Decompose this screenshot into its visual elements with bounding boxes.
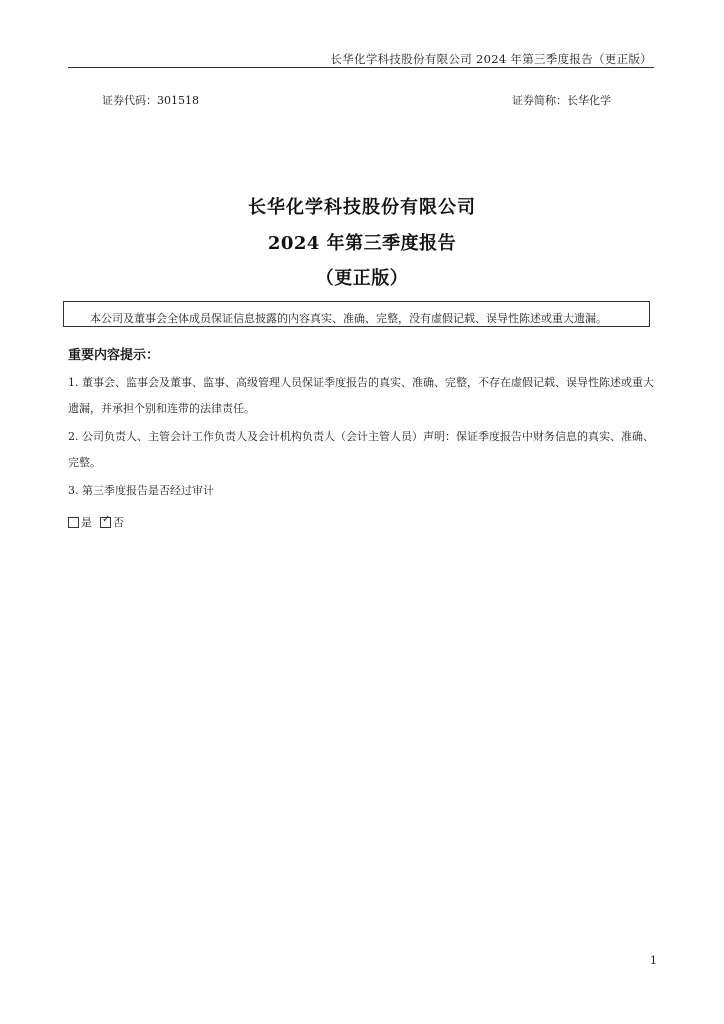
- checked-box-icon: ✓: [100, 517, 111, 528]
- audit-options: [68, 514, 132, 530]
- report-version: （更正版）: [315, 268, 409, 289]
- audit-option-yes-label: 是: [81, 516, 92, 529]
- running-header: 长华化学科技股份有限公司 2024 年第三季度报告（更正版）: [330, 52, 652, 66]
- audit-option-no-label: 否: [113, 516, 124, 529]
- important-notice-heading: 重要内容提示：: [68, 348, 160, 363]
- notice-item-2: 2. 公司负责人、主管会计工作负责人及会计机构负责人（会计主管人员）声明：保证季度报告中财务信息的真实、准确、完整。: [68, 430, 654, 469]
- board-statement-text: 本公司及董事会全体成员保证信息披露的内容真实、准确、完整，没有虚假记载、误导性陈述或重大遗漏。: [90, 312, 607, 325]
- page-number: 1: [650, 954, 657, 967]
- report-title: 2024 年第三季度报告: [267, 233, 457, 254]
- unchecked-box-icon: [68, 517, 79, 528]
- board-statement-box: [63, 301, 650, 327]
- notice-item-3: 3. 第三季度报告是否经过审计: [68, 484, 214, 497]
- company-title: 长华化学科技股份有限公司: [248, 197, 476, 218]
- audit-option-yes: [68, 514, 92, 530]
- audit-option-no: [100, 514, 124, 530]
- stock-code: 证券代码：301518: [102, 94, 199, 107]
- header-divider: [68, 67, 654, 68]
- notice-item-1: 1. 董事会、监事会及董事、监事、高级管理人员保证季度报告的真实、准确、完整，不存在虚假记载、误导性陈述或重大遗漏，并承担个别和连带的法律责任。: [68, 376, 654, 415]
- stock-abbreviation: 证券简称：长华化学: [512, 94, 611, 107]
